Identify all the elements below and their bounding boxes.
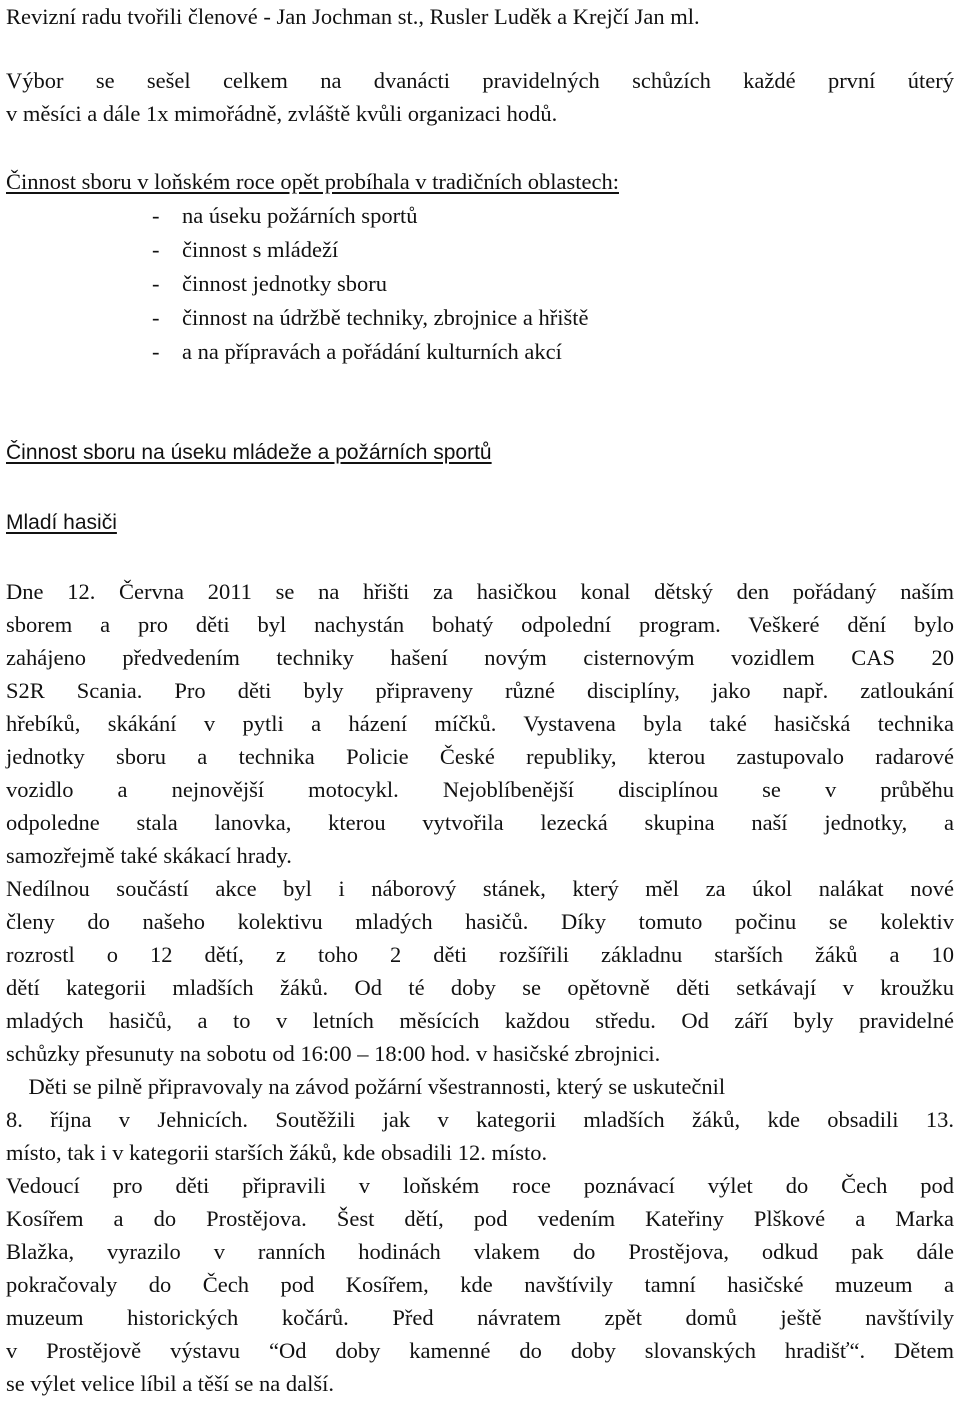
- youth-section-heading: Činnost sboru na úseku mládeže a požárních sportů: [6, 441, 492, 464]
- paragraph-line: schůzky přesunuty na sobotu od 16:00 – 18:00 hod. v hasičské zbrojnici.: [6, 1041, 661, 1066]
- activity-item: - a na přípravách a pořádání kulturních akcí: [152, 339, 562, 364]
- activity-item: - činnost jednotky sboru: [152, 271, 387, 296]
- paragraph-line: Kosířem a do Prostějova. Šest dětí, pod vedením Kateřiny Plškové a Marka: [6, 1206, 954, 1231]
- activity-item: - na úseku požárních sportů: [152, 203, 418, 228]
- audit-committee-text: Revizní radu tvořili členové - Jan Jochman st., Rusler Luděk a Krejčí Jan ml.: [6, 4, 700, 29]
- paragraph-line: S2R Scania. Pro děti byly připraveny různé disciplíny, jako např. zatloukání: [6, 678, 954, 703]
- paragraph-line: hřebíků, skákání v pytli a házení míčků. Vystavena byla také hasičská technika: [6, 711, 954, 736]
- paragraph-line: Děti se pilně připravovaly na závod požární všestrannosti, který se uskutečnil: [6, 1074, 726, 1099]
- paragraph-line: zahájeno předvedením techniky hašení novým cisternovým vozidlem CAS 20: [6, 645, 954, 670]
- paragraph-line: dětí kategorii mladších žáků. Od té doby se opětovně děti setkávají v kroužku: [6, 975, 954, 1000]
- paragraph-line: odpoledne stala lanovka, kterou vytvořila lezecká skupina naší jednotky, a: [6, 810, 954, 835]
- paragraph-line: vozidlo a nejnovější motocykl. Nejoblíbenější disciplínou se v průběhu: [6, 777, 954, 802]
- paragraph-line: Vedoucí pro děti připravili v loňském roce poznávací výlet do Čech pod: [6, 1173, 954, 1198]
- paragraph-line: 8. října v Jehnicích. Soutěžili jak v kategorii mladších žáků, kde obsadili 13.: [6, 1107, 954, 1132]
- paragraph-line: členy do našeho kolektivu mladých hasičů. Díky tomuto počinu se kolektiv: [6, 909, 954, 934]
- paragraph-line: v Prostějově výstavu “Od doby kamenné do doby slovanských hradišť“. Dětem: [6, 1338, 954, 1363]
- meetings-text-line-2: v měsíci a dále 1x mimořádně, zvláště kvůli organizaci hodů.: [6, 101, 558, 126]
- paragraph-line: Nedílnou součástí akce byl i náborový stánek, který měl za úkol nalákat nové: [6, 876, 954, 901]
- activities-heading: Činnost sboru v loňském roce opět probíhala v tradičních oblastech:: [6, 169, 619, 194]
- paragraph-line: pokračovaly do Čech pod Kosířem, kde navštívily tamní hasičské muzeum a: [6, 1272, 954, 1297]
- paragraph-line: Blažka, vyrazilo v ranních hodinách vlakem do Prostějova, odkud pak dále: [6, 1239, 954, 1264]
- paragraph-line: mladých hasičů, a to v letních měsících každou středu. Od září byly pravidelné: [6, 1008, 954, 1033]
- activity-item: - činnost na údržbě techniky, zbrojnice a hřiště: [152, 305, 589, 330]
- paragraph-line: místo, tak i v kategorii starších žáků, kde obsadili 12. místo.: [6, 1140, 548, 1165]
- paragraph-line: sborem a pro děti byl nachystán bohatý odpolední program. Veškeré dění bylo: [6, 612, 954, 637]
- paragraph-line: se výlet velice líbil a těší se na další.: [6, 1371, 335, 1396]
- young-firefighters-subheading: Mladí hasiči: [6, 511, 117, 534]
- paragraph-line: samozřejmě také skákací hrady.: [6, 843, 292, 868]
- meetings-text-line-1: Výbor se sešel celkem na dvanácti pravidelných schůzích každé první úterý: [6, 68, 954, 93]
- paragraph-line: muzeum historických kočárů. Před návratem zpět domů ještě navštívily: [6, 1305, 954, 1330]
- paragraph-line: rozrostl o 12 dětí, z toho 2 děti rozšířili základnu starších žáků a 10: [6, 942, 954, 967]
- paragraph-line: Dne 12. Června 2011 se na hřišti za hasičkou konal dětský den pořádaný naším: [6, 579, 954, 604]
- activity-item: - činnost s mládeží: [152, 237, 339, 262]
- paragraph-line: jednotky sboru a technika Policie České republiky, kterou zastupovalo radarové: [6, 744, 954, 769]
